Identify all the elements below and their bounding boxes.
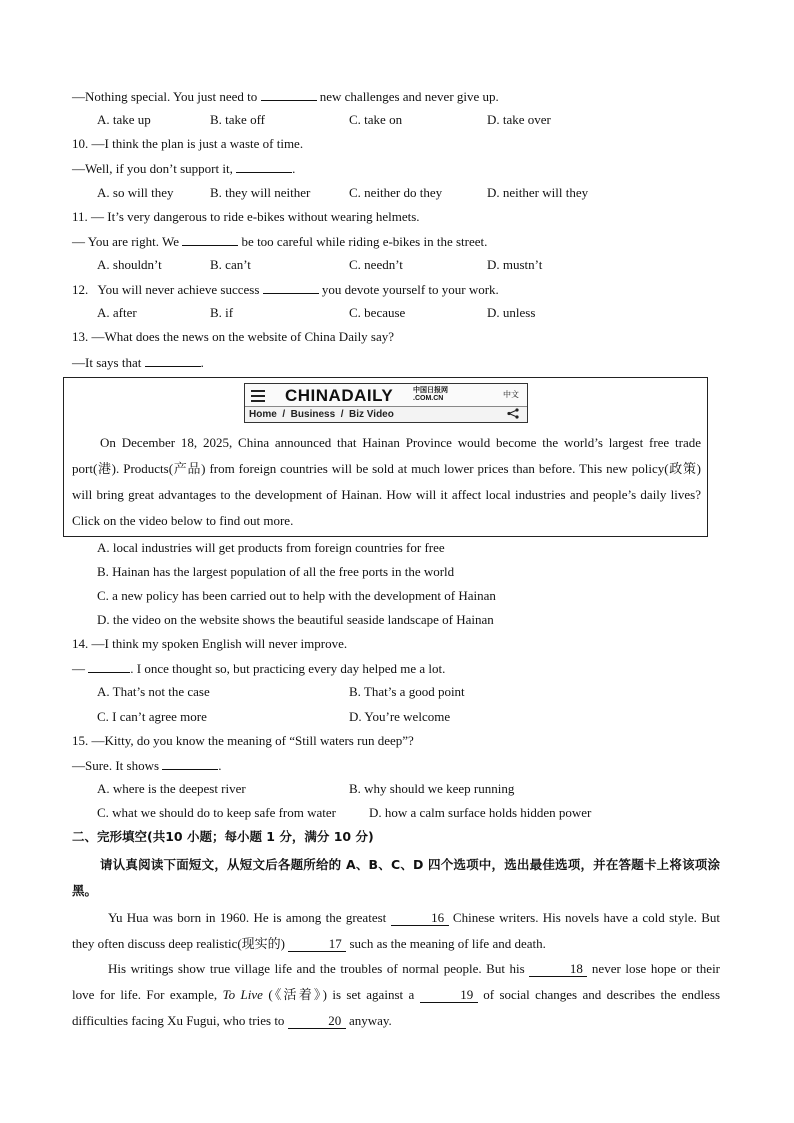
q15-line2: [72, 757, 222, 774]
news-screenshot-box: [63, 377, 708, 537]
cloze-blank-19: 19: [420, 988, 478, 1003]
q9-stem-pre: —Nothing special. You just need to: [72, 89, 258, 104]
q15-line2-post: .: [218, 758, 222, 773]
news-paragraph: On December 18, 2025, China announced that Hainan Province would become the world’s largest free trade port(港). Products(产品) from foreign countries will be sold at much lower prices than before. This new policy(政策) will bring great advantages to the development of Hainan. How will it affect local industries and people’s daily lives? Click on the video below to find out more.: [72, 435, 701, 528]
answer-blank: [263, 281, 319, 294]
q15-line2-pre: —Sure. It shows: [72, 758, 160, 773]
q14-option-a: A. That’s not the case: [97, 684, 210, 699]
q14-line2: [72, 660, 445, 677]
q14-option-d: D. You’re welcome: [349, 709, 451, 724]
logo-chinese-text: 中国日报网: [413, 387, 448, 394]
q10-line2-pre: —Well, if you don’t support it,: [72, 161, 233, 176]
answer-blank: [88, 660, 130, 673]
cloze-text: anyway.: [348, 1013, 392, 1028]
section2-heading: 二、完形填空(共10 小题；每小题 1 分，满分 10 分): [72, 829, 374, 844]
answer-blank: [182, 233, 238, 246]
q11-line2: [72, 233, 487, 250]
q14-line2-pre: —: [72, 661, 85, 676]
cloze-text: (《活着》) is set against a: [268, 987, 415, 1002]
q12-option-b: B. if: [210, 305, 234, 320]
q10-option-d: D. neither will they: [487, 185, 589, 200]
q14-option-b: B. That’s a good point: [349, 684, 465, 699]
q13-option-c: C. a new policy has been carried out to help with the development of Hainan: [97, 588, 496, 603]
cloze-blank-17: 17: [288, 937, 346, 952]
q14-line1: 14. —I think my spoken English will never improve.: [72, 636, 348, 651]
q15-option-a: A. where is the deepest river: [97, 781, 246, 796]
china-daily-banner: [244, 383, 528, 423]
q11-option-a: A. shouldn’t: [97, 257, 162, 272]
q12-option-a: A. after: [97, 305, 137, 320]
q11-option-c: C. needn’t: [349, 257, 403, 272]
q9-option-d: D. take over: [487, 112, 551, 127]
q9-option-c: C. take on: [349, 112, 403, 127]
q12-option-d: D. unless: [487, 305, 536, 320]
banner-nav: Home / Business / Biz Video: [249, 409, 394, 420]
q15-option-c: C. what we should do to keep safe from water: [97, 805, 336, 820]
q15-line1: 15. —Kitty, do you know the meaning of “Still waters run deep”?: [72, 733, 414, 748]
cloze-blank-18: 18: [529, 962, 587, 977]
q13-line2: [72, 354, 204, 371]
q11-line1: 11. — It’s very dangerous to ride e-bikes without wearing helmets.: [72, 209, 420, 224]
q9-option-a: A. take up: [97, 112, 151, 127]
q13-option-a: A. local industries will get products from foreign countries for free: [97, 540, 445, 555]
logo-url-text: .COM.CN: [413, 395, 444, 402]
cloze-paragraph-2: [72, 956, 720, 1034]
q11-line2-pre: — You are right. We: [72, 234, 180, 249]
q15-option-b: B. why should we keep running: [349, 781, 515, 796]
cloze-text: never lose hope or their love for life. For example,: [72, 961, 721, 1002]
answer-blank: [261, 88, 317, 101]
q13-line2-post: .: [200, 355, 204, 370]
answer-blank: [162, 757, 218, 770]
cloze-text: such as the meaning of life and death.: [349, 936, 546, 951]
q15-option-d: D. how a calm surface holds hidden power: [369, 805, 592, 820]
q11-option-b: B. can’t: [210, 257, 251, 272]
q12-line: [72, 281, 499, 298]
q11-option-d: D. mustn’t: [487, 257, 543, 272]
q10-option-a: A. so will they: [97, 185, 174, 200]
book-title: To Live: [222, 987, 263, 1002]
q9-stem-post: new challenges and never give up.: [319, 89, 499, 104]
q14-option-c: C. I can’t agree more: [97, 709, 207, 724]
q12-line-pre: 12. You will never achieve success: [72, 282, 260, 297]
q12-line-post: you devote yourself to your work.: [321, 282, 499, 297]
q13-line2-pre: —It says that: [72, 355, 142, 370]
q10-line2-post: .: [292, 161, 296, 176]
cloze-blank-20: 20: [288, 1014, 346, 1029]
menu-icon: [251, 390, 265, 405]
q11-line2-post: be too careful while riding e-bikes in the street.: [241, 234, 488, 249]
q10-line2: [72, 160, 295, 177]
cloze-text: of social changes and describes the endless difficulties facing Xu Fugui, who tries to: [72, 987, 721, 1028]
cloze-text: His writings show true village life and the troubles of normal people. But his: [108, 961, 525, 976]
q12-option-c: C. because: [349, 305, 406, 320]
banner-top-bar: [245, 384, 527, 407]
cloze-text: Chinese writers. His novels have a cold style. But they often discuss deep realistic(现实的): [72, 910, 721, 951]
cloze-blank-16: 16: [391, 911, 449, 926]
section2-instruction: 请认真阅读下面短文，从短文后各题所给的 A、B、C、D 四个选项中，选出最佳选项，并在答题卡上将该项涂黑。: [72, 857, 720, 898]
q13-option-d: D. the video on the website shows the beautiful seaside landscape of Hainan: [97, 612, 494, 627]
q14-line2-post: . I once thought so, but practicing every day helped me a lot.: [130, 661, 446, 676]
cloze-paragraph-1: [72, 905, 720, 957]
share-icon: [507, 408, 519, 422]
q10-line1: 10. —I think the plan is just a waste of time.: [72, 136, 304, 151]
q9-option-b: B. take off: [210, 112, 265, 127]
q9-stem: [72, 88, 499, 105]
q10-option-c: C. neither do they: [349, 185, 443, 200]
q10-option-b: B. they will neither: [210, 185, 311, 200]
answer-blank: [236, 160, 292, 173]
q13-option-b: B. Hainan has the largest population of all the free ports in the world: [97, 564, 455, 579]
language-switch: 中文: [503, 390, 519, 399]
cloze-text: Yu Hua was born in 1960. He is among the greatest: [108, 910, 387, 925]
china-daily-logo: CHINADAILY: [285, 386, 394, 405]
answer-blank: [145, 354, 201, 367]
q13-line1: 13. —What does the news on the website of China Daily say?: [72, 329, 395, 344]
